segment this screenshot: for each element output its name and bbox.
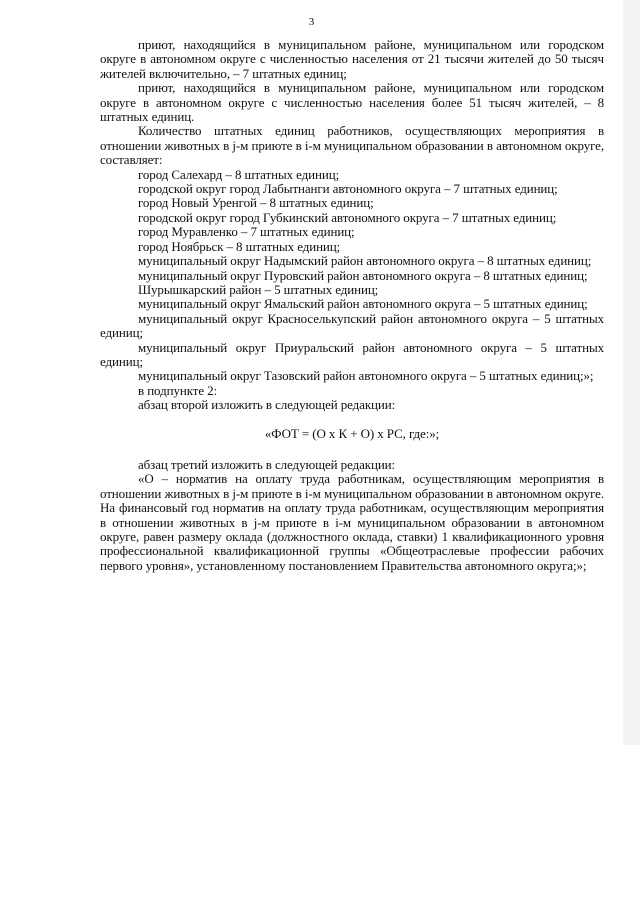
- list-item: муниципальный округ Надымский район автономного округа – 8 штатных единиц;: [138, 253, 592, 269]
- paragraph: в подпункте 2:: [138, 382, 218, 398]
- paragraph: Количество штатных единиц работников, осуществляющих мероприятия в отношении животных в j-м приюте в i-м муниципальном образовании в автономном округе, составляет:: [100, 123, 604, 168]
- paragraph: приют, находящийся в муниципальном районе, муниципальном или городском округе в автономном округе с численностью населения от 21 тысячи жителей до 50 тысяч жителей включительно, – 7 штатных единиц;: [100, 37, 604, 81]
- list-item: город Ноябрьск – 8 штатных единиц;: [138, 238, 341, 254]
- list-item: город Муравленко – 7 штатных единиц;: [138, 224, 355, 240]
- paragraph: приют, находящийся в муниципальном районе, муниципальном или городском округе в автономном округе с численностью населения более 51 тысяч жителей, – 8 штатных единиц.: [100, 80, 604, 125]
- scan-edge-shadow: [623, 0, 640, 745]
- list-item: город Салехард – 8 штатных единиц;: [138, 166, 340, 182]
- list-item: муниципальный округ Тазовский район автономного округа – 5 штатных единиц;»;: [138, 368, 594, 384]
- list-item: муниципальный округ Красноселькупский район автономного округа – 5 штатных единиц;: [100, 310, 604, 341]
- list-item: Шурышкарский район – 5 штатных единиц;: [138, 281, 379, 297]
- paragraph: абзац третий изложить в следующей редакции:: [138, 456, 396, 472]
- list-item: город Новый Уренгой – 8 штатных единиц;: [138, 195, 374, 211]
- paragraph: «О – норматив на оплату труда работникам, осуществляющим мероприятия в отношении животных в j-м приюте в i-м муниципальном образовании в автономном округе. На финансовый год норматив на оплату труда работникам, осуществляющим мероприятия в отношении животных в j-м приюте в i-м муниципальном образовании в автономном округе, равен размеру оклада (должностного оклада, ставки) 1 квалификационного уровня профессиональной квалификационной группы «Общеотраслевые профессии рабочих первого уровня», установленному постановлением Правительства автономного округа;»;: [100, 471, 604, 573]
- paragraph: абзац второй изложить в следующей редакции:: [138, 397, 396, 413]
- list-item: городской округ город Лабытнанги автономного округа – 7 штатных единиц;: [138, 181, 558, 197]
- list-item: городской округ город Губкинский автономного округа – 7 штатных единиц;: [138, 209, 557, 225]
- document-body: [100, 38, 604, 573]
- list-item: муниципальный округ Приуральский район автономного округа – 5 штатных единиц;: [100, 339, 604, 369]
- formula: «ФОТ = (О х К + О) х РС, где:»;: [264, 425, 440, 441]
- page-number: 3: [308, 16, 315, 28]
- list-item: муниципальный округ Пуровский район автономного округа – 8 штатных единиц;: [138, 267, 588, 283]
- list-item: муниципальный округ Ямальский район автономного округа – 5 штатных единиц;: [138, 296, 588, 312]
